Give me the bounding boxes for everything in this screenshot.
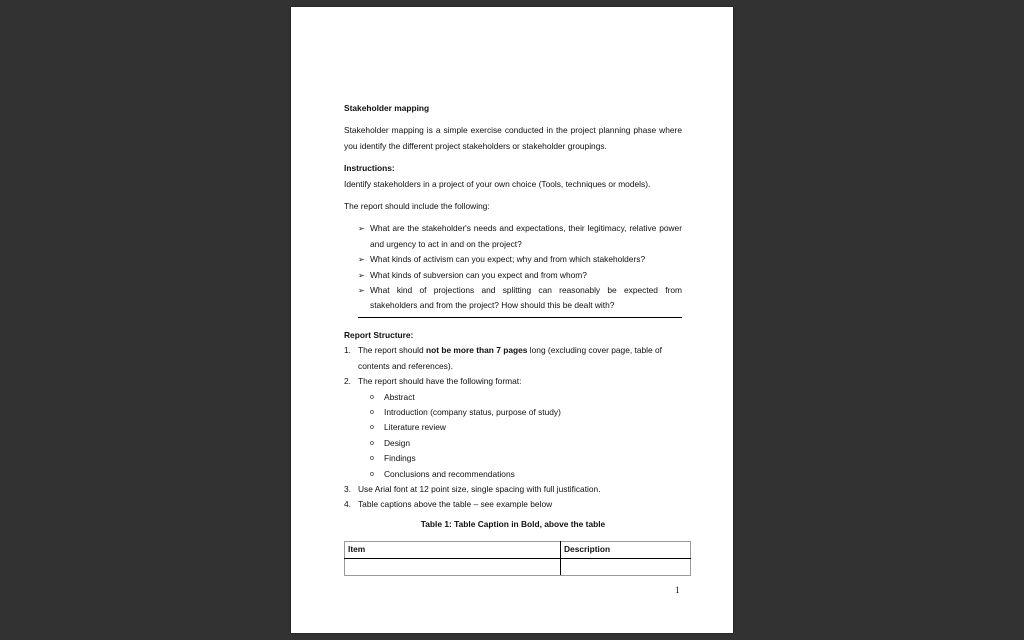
list-item: 1. The report should not be more than 7 pages long (excluding cover page, table of contents and references).: [344, 345, 662, 371]
instructions-heading: Instructions:: [344, 163, 395, 174]
arrow-bullet-icon: ➢: [358, 255, 365, 265]
document-title: Stakeholder mapping: [344, 103, 430, 113]
sublist-item: o Conclusions and recommendations: [370, 467, 682, 482]
table-header-description: Description: [561, 541, 691, 558]
arrow-bullet-icon: ➢: [358, 270, 365, 280]
sublist-item: o Abstract: [370, 390, 682, 405]
arrow-bullet-icon: ➢: [358, 224, 365, 234]
list-item: ➢ What kind of projections and splitting can reasonably be expected from stakeholders and from the project? How should this be dealt with?: [358, 285, 682, 311]
table-cell: [561, 558, 691, 575]
circle-bullet-icon: o: [370, 424, 374, 432]
list-item: 3. Use Arial font at 12 point size, single spacing with full justification.: [344, 483, 601, 494]
circle-bullet-icon: o: [370, 439, 374, 447]
list-item: 4. Table captions above the table – see example below: [344, 499, 553, 510]
circle-bullet-icon: o: [370, 455, 374, 463]
intro-paragraph: Stakeholder mapping is a simple exercise conducted in the project planning phase where you identify the different project stakeholders or stakeholder groupings.: [344, 125, 682, 151]
table-caption: Table 1: Table Caption in Bold, above the table: [420, 518, 606, 529]
page-content: [344, 101, 682, 576]
arrow-bullet-icon: ➢: [358, 286, 365, 296]
table-header-row: [345, 541, 691, 558]
table-header-item: Item: [345, 541, 561, 558]
circle-bullet-icon: o: [370, 408, 374, 416]
sublist-item: o Literature review: [370, 420, 682, 435]
table-cell: [345, 558, 561, 575]
list-item: 2. The report should have the following format: o Abstract o Introduction (company status, purpose of study) o Literature review o Design o Findings o Conclusions and recommendations: [344, 374, 682, 482]
include-list: [344, 221, 682, 313]
page-number: 1: [675, 585, 680, 595]
sublist-item: o Design: [370, 436, 682, 451]
circle-bullet-icon: o: [370, 393, 374, 401]
structure-list: [344, 343, 682, 512]
list-item: ➢ What kinds of activism can you expect; why and from which stakeholders?: [358, 252, 682, 267]
structure-heading: Report Structure:: [344, 329, 414, 340]
instructions-text: Identify stakeholders in a project of your own choice (Tools, techniques or models).: [344, 178, 651, 189]
sublist-item: o Findings: [370, 451, 682, 466]
list-item: ➢ What kinds of subversion can you expect and from whom?: [358, 268, 682, 283]
table-row: [345, 558, 691, 575]
include-intro: The report should include the following:: [344, 201, 490, 212]
document-page: [291, 7, 733, 633]
sublist-item: o Introduction (company status, purpose of study): [370, 405, 682, 420]
format-sublist: [358, 390, 682, 482]
emphasis-text: not be more than 7 pages: [425, 345, 528, 356]
circle-bullet-icon: o: [370, 470, 374, 478]
list-item: ➢ What are the stakeholder's needs and expectations, their legitimacy, relative power and urgency to act in and on the project?: [358, 223, 682, 249]
example-table: [344, 541, 691, 576]
